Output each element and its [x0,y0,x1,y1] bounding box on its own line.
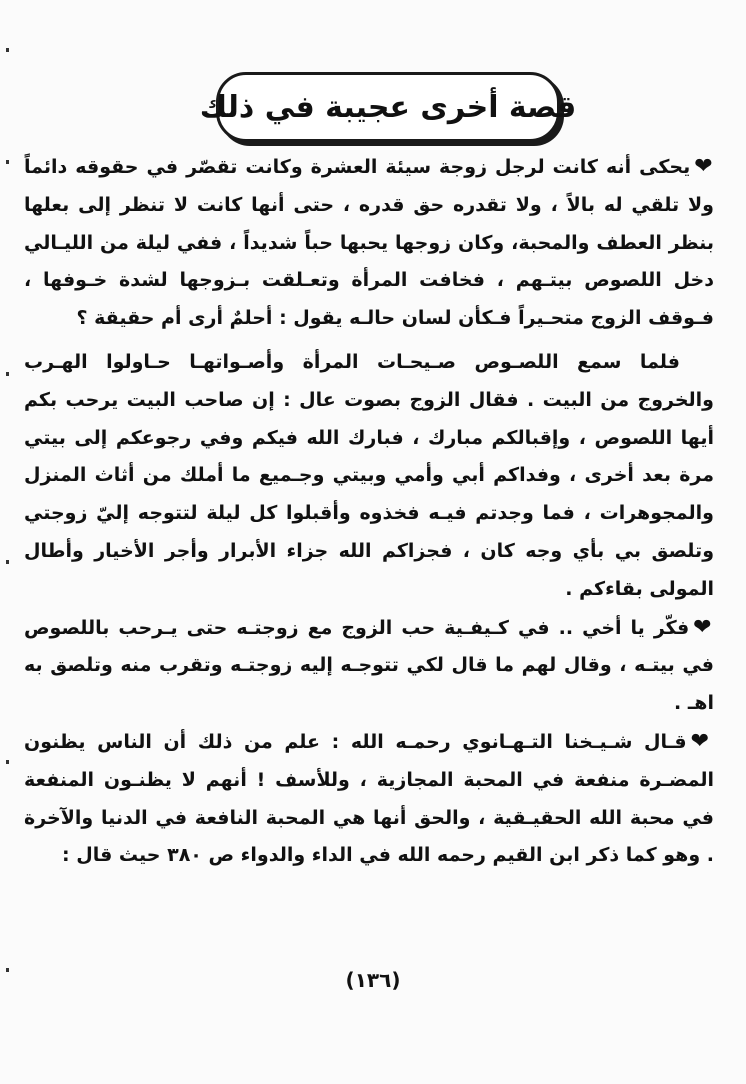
margin-mark [6,968,9,972]
paragraph-text: فلما سمع اللصـوص صـيحـات المرأة وأصـواتهـا حـاولوا الهـرب والخروج من البيت . فقال الزوج بصوت عال : إن صاحب البيت يرحب بكم أيها اللصوص ، وإقبالكم مبارك ، فبارك الله فيكم وفي رجوعكم إلى بيتي مرة بعد أخرى ، وفداكم أبي وأمي وبيتي وجـميع ما أملك من أثاث المنزل والمجوهرات ، فما وجدتم فيـه فخذوه وأقبلوا كل ليلة لتتوجه إليّ زوجتي وتلصق بي بأي وجه كان ، فجزاكم الله جزاء الأبرار وأجر الأخيار وأطال المولى بقاءكم . [24,350,714,600]
page-number: (١٣٦) [345,968,401,992]
page-title: قصة أخرى عجيبة في ذلك [199,89,577,125]
heart-icon: ❤ [690,728,715,754]
paragraph-text: قـال شـيـخنا التـهـانوي رحمـه الله : علم من ذلك أن الناس يظنون المضـرة منفعة في المحبة المجازية ، وللأسف ! أنهم لا يظنـون المنفعة في محبة الله الحقيـقية ، والحق أنها هي المحبة النافعة في الدنيا والآخرة . وهو كما ذكر ابن القيم رحمه الله في الداء والدواء ص ٣٨٠ حيث قال : [24,730,714,867]
heart-icon: ❤ [694,154,714,179]
heart-icon: ❤ [693,614,714,640]
paragraph-4 [24,723,714,875]
margin-mark [6,160,9,164]
margin-mark [6,560,9,564]
document-body [24,148,714,875]
margin-mark [6,372,9,376]
paragraph-2 [24,344,714,609]
paragraph-text: فكّر يا أخي .. في كـيفـية حب الزوج مع زوجتـه حتى يـرحب باللصوص في بيتـه ، وقال لهم ما قال لكي تتوجـه إليه زوجتـه وتقرب منه وتلصق به اهـ . [24,616,714,715]
title-frame [199,72,577,142]
margin-mark [6,760,9,764]
paragraph-text: يحكى أنه كانت لرجل زوجة سيئة العشرة وكانت تقصّر في حقوقه دائماً ولا تلقي له بالاً ، ولا تقدره حق قدره ، حتى أنها كانت لا تنظر إلى بعلها بنظر العطف والمحبة، وكان زوجها يحبها حباً شديداً ، ففي ليلة من الليـالي دخل اللصوص بيتـهم ، فخافت المرأة وتعـلقت بـزوجها لشدة خـوفها ، فـوقف الزوج متحـيراً فـكأن لسان حالـه يقول : أحلمٌ أرى أم حقيقة ؟ [24,156,714,330]
margin-mark [6,48,9,52]
paragraph-3 [24,609,714,723]
paragraph-1 [24,148,714,338]
